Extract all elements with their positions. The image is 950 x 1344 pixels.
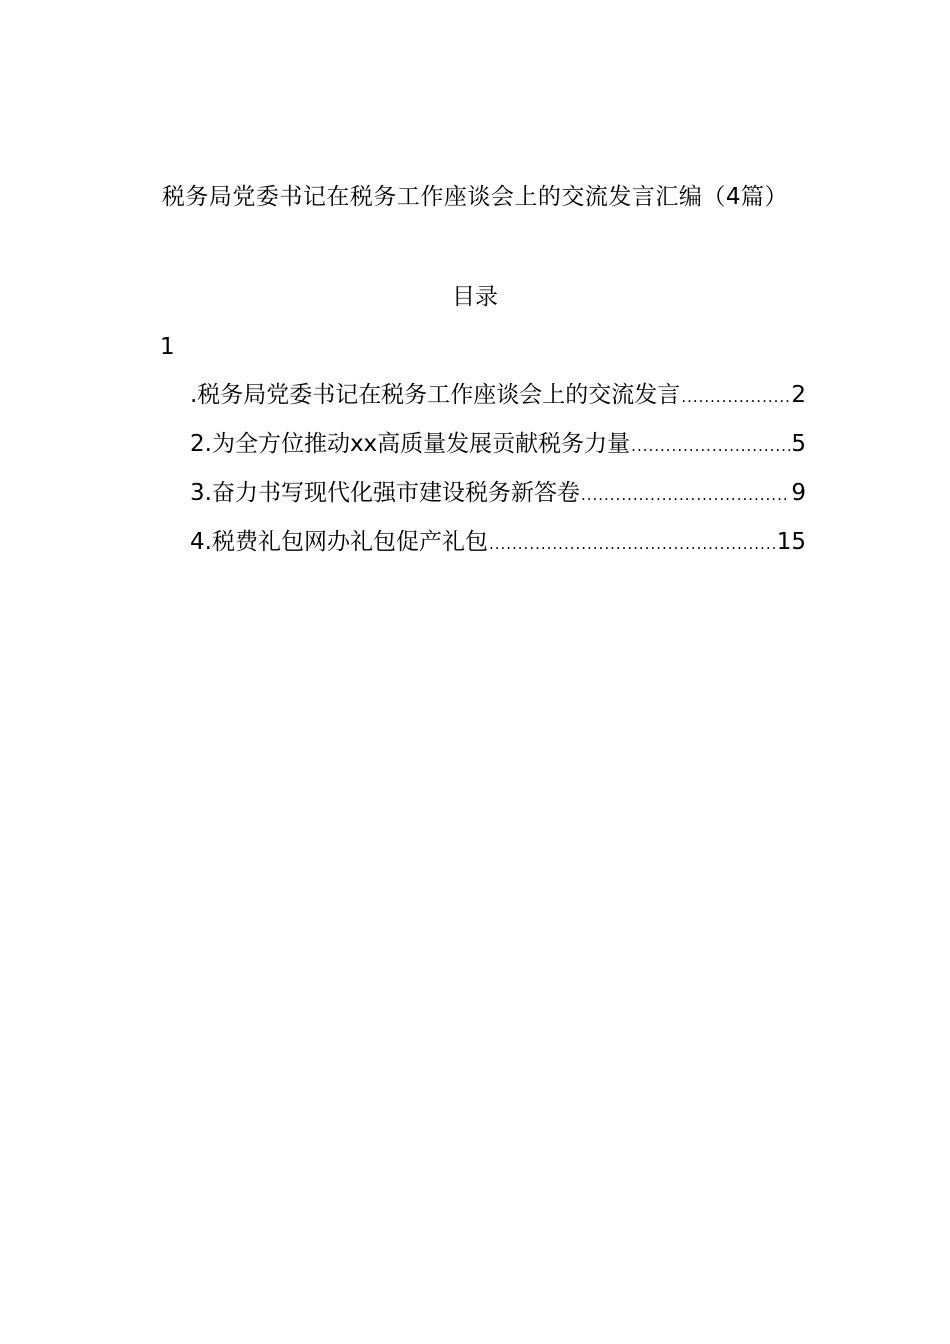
toc-heading: 目录: [452, 284, 498, 310]
toc-page-number: 5: [791, 431, 806, 457]
toc-page-number: 9: [791, 480, 806, 506]
toc-entry-title: 3.奋力书写现代化强市建设税务新答卷: [190, 480, 580, 506]
toc-entry-title: .税务局党委书记在税务工作座谈会上的交流发言: [190, 382, 681, 408]
toc-entry[interactable]: [190, 529, 806, 578]
toc-dot-leader: [631, 437, 790, 455]
toc-page-number: 2: [791, 382, 806, 408]
toc-list: [190, 382, 806, 578]
toc-entry[interactable]: [190, 431, 806, 480]
toc-entry[interactable]: [190, 480, 806, 529]
document-title: 税务局党委书记在税务工作座谈会上的交流发言汇编（4篇）: [161, 184, 789, 210]
toc-number: 1: [160, 334, 175, 360]
toc-entry-title: 4.税费礼包网办礼包促产礼包: [190, 529, 488, 555]
toc-dot-leader: [489, 535, 776, 553]
toc-dot-leader: [681, 388, 790, 406]
toc-page-number: 15: [776, 529, 806, 555]
toc-entry[interactable]: [190, 382, 806, 431]
toc-dot-leader: [581, 486, 790, 504]
toc-entry-title: 2.为全方位推动xx高质量发展贡献税务力量: [190, 431, 631, 457]
